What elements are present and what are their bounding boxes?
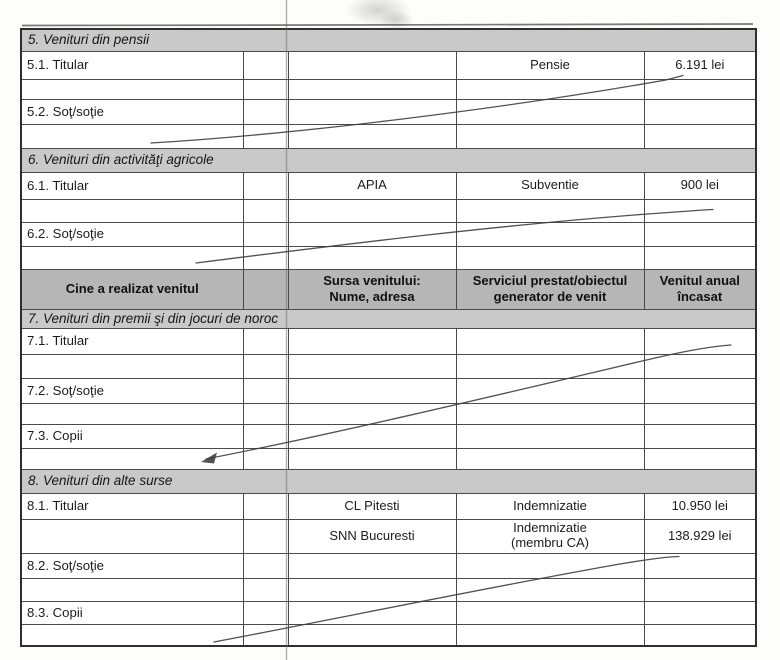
income-declaration-table	[20, 28, 757, 647]
service-cell: Pensie	[456, 51, 644, 79]
row-label-cell	[21, 448, 243, 469]
service-cell	[456, 199, 644, 222]
source-cell	[288, 601, 456, 624]
row-label-cell	[21, 624, 243, 646]
service-line1: Indemnizatie	[513, 520, 587, 536]
service-cell	[456, 124, 644, 148]
income-cell	[644, 424, 756, 448]
source-cell	[288, 199, 456, 222]
table-row	[21, 79, 756, 99]
source-cell	[288, 553, 456, 578]
source-cell	[288, 79, 456, 99]
service-cell	[456, 378, 644, 403]
section-title: 5. Venituri din pensii	[21, 29, 756, 51]
table-row	[21, 328, 756, 354]
row-label-cell: 7.1. Titular	[21, 328, 243, 354]
service-cell	[456, 448, 644, 469]
income-cell: 138.929 lei	[644, 519, 756, 553]
row-label-cell	[21, 246, 243, 269]
section-6-band	[21, 148, 756, 172]
row-label-cell: 8.1. Titular	[21, 493, 243, 519]
table-row	[21, 378, 756, 403]
header-spacer-cell	[243, 269, 288, 309]
service-cell	[456, 519, 644, 553]
income-cell	[644, 124, 756, 148]
header-service-cell	[456, 269, 644, 309]
table-row	[21, 493, 756, 519]
source-cell	[288, 578, 456, 601]
table-row	[21, 403, 756, 424]
source-cell: APIA	[288, 172, 456, 199]
income-cell	[644, 99, 756, 124]
table-row	[21, 354, 756, 378]
row-label-cell: 7.2. Soţ/soţie	[21, 378, 243, 403]
income-cell	[644, 246, 756, 269]
spacer-cell	[243, 222, 288, 246]
header-who-cell: Cine a realizat venitul	[21, 269, 243, 309]
service-cell	[456, 79, 644, 99]
spacer-cell	[243, 378, 288, 403]
header-source-cell	[288, 269, 456, 309]
spacer-cell	[243, 124, 288, 148]
income-cell	[644, 354, 756, 378]
table-row	[21, 624, 756, 646]
header-service-line2: generator de venit	[493, 289, 607, 304]
row-label-cell	[21, 578, 243, 601]
table-row	[21, 578, 756, 601]
income-cell	[644, 403, 756, 424]
income-cell	[644, 79, 756, 99]
spacer-cell	[243, 601, 288, 624]
service-cell	[456, 354, 644, 378]
table-row	[21, 246, 756, 269]
service-cell	[456, 578, 644, 601]
table-row	[21, 124, 756, 148]
income-cell: 900 lei	[644, 172, 756, 199]
income-cell	[644, 199, 756, 222]
service-cell	[456, 624, 644, 646]
service-cell	[456, 328, 644, 354]
spacer-cell	[243, 99, 288, 124]
smudge	[378, 10, 414, 30]
income-cell	[644, 601, 756, 624]
row-label-cell: 8.2. Soţ/soţie	[21, 553, 243, 578]
income-cell	[644, 553, 756, 578]
source-cell	[288, 403, 456, 424]
service-cell	[456, 99, 644, 124]
spacer-cell	[243, 328, 288, 354]
row-label-cell: 7.3. Copii	[21, 424, 243, 448]
source-cell	[288, 99, 456, 124]
spacer-cell	[243, 424, 288, 448]
spacer-cell	[243, 403, 288, 424]
table-row	[21, 601, 756, 624]
table-row	[21, 424, 756, 448]
row-label-cell: 5.2. Soţ/soţie	[21, 99, 243, 124]
table-row	[21, 199, 756, 222]
table-row	[21, 51, 756, 79]
section-title: 7. Venituri din premii şi din jocuri de noroc	[21, 309, 756, 328]
source-cell: SNN Bucuresti	[288, 519, 456, 553]
row-label-cell	[21, 519, 243, 553]
table-row	[21, 99, 756, 124]
income-cell	[644, 578, 756, 601]
header-service-line1: Serviciul prestat/obiectul	[472, 273, 628, 289]
income-cell	[644, 328, 756, 354]
spacer-cell	[243, 246, 288, 269]
service-cell: Subventie	[456, 172, 644, 199]
source-cell	[288, 378, 456, 403]
section-title: 6. Venituri din activităţi agricole	[21, 148, 756, 172]
source-cell	[288, 222, 456, 246]
spacer-cell	[243, 51, 288, 79]
spacer-cell	[243, 519, 288, 553]
income-cell	[644, 624, 756, 646]
service-cell	[456, 246, 644, 269]
spacer-cell	[243, 553, 288, 578]
row-label-cell: 8.3. Copii	[21, 601, 243, 624]
row-label-cell: 6.1. Titular	[21, 172, 243, 199]
source-cell	[288, 624, 456, 646]
source-cell	[288, 424, 456, 448]
source-cell	[288, 124, 456, 148]
spacer-cell	[243, 448, 288, 469]
section-title: 8. Venituri din alte surse	[21, 469, 756, 493]
source-cell	[288, 51, 456, 79]
source-cell	[288, 354, 456, 378]
spacer-cell	[243, 199, 288, 222]
spacer-cell	[243, 354, 288, 378]
service-line2: (membru CA)	[510, 535, 589, 550]
column-header-row	[21, 269, 756, 309]
service-cell	[456, 424, 644, 448]
table-row	[21, 448, 756, 469]
header-income-line2: încasat	[677, 289, 723, 304]
header-source-line1: Sursa venitului:	[323, 273, 421, 289]
income-cell	[644, 222, 756, 246]
source-cell	[288, 448, 456, 469]
row-label-cell	[21, 124, 243, 148]
section-5-band	[21, 29, 756, 51]
table-row	[21, 553, 756, 578]
service-cell	[456, 601, 644, 624]
service-cell	[456, 403, 644, 424]
spacer-cell	[243, 493, 288, 519]
source-cell	[288, 246, 456, 269]
table-row	[21, 172, 756, 199]
row-label-cell	[21, 354, 243, 378]
header-income-cell	[644, 269, 756, 309]
source-cell: CL Pitesti	[288, 493, 456, 519]
row-label-cell	[21, 199, 243, 222]
spacer-cell	[243, 79, 288, 99]
table-row	[21, 519, 756, 553]
spacer-cell	[243, 172, 288, 199]
top-edge-remnant-line	[22, 24, 753, 26]
service-cell: Indemnizatie	[456, 493, 644, 519]
row-label-cell	[21, 403, 243, 424]
header-source-line2: Nume, adresa	[329, 289, 415, 304]
income-cell	[644, 448, 756, 469]
income-cell: 10.950 lei	[644, 493, 756, 519]
section-7-band	[21, 309, 756, 328]
source-cell	[288, 328, 456, 354]
smudge	[346, 0, 410, 26]
header-income-line1: Venitul anual	[659, 273, 740, 289]
income-cell: 6.191 lei	[644, 51, 756, 79]
table-row	[21, 222, 756, 246]
row-label-cell: 6.2. Soţ/soţie	[21, 222, 243, 246]
row-label-cell	[21, 79, 243, 99]
spacer-cell	[243, 624, 288, 646]
service-cell	[456, 553, 644, 578]
section-8-band	[21, 469, 756, 493]
row-label-cell: 5.1. Titular	[21, 51, 243, 79]
income-cell	[644, 378, 756, 403]
spacer-cell	[243, 578, 288, 601]
service-cell	[456, 222, 644, 246]
